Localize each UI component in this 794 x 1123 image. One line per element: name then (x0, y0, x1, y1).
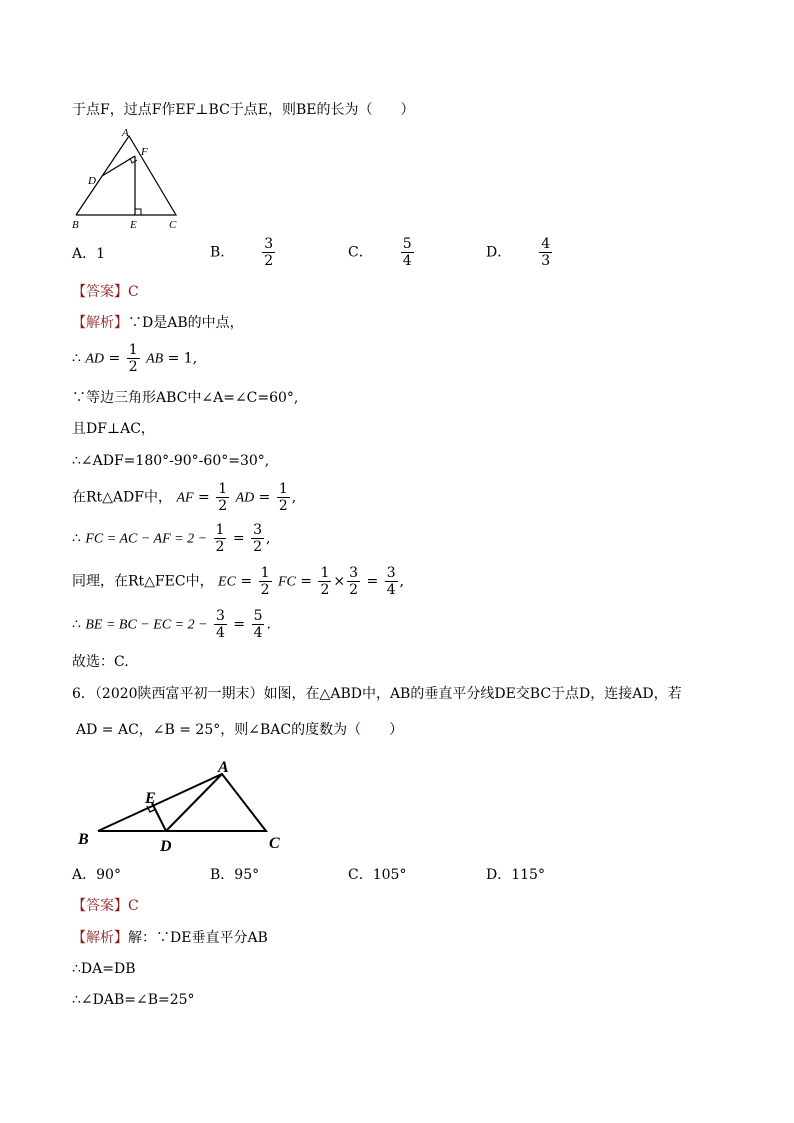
math-var: EC (218, 574, 236, 590)
q5-analysis-tag: 【解析】 (72, 315, 128, 331)
frac-num: 3 (253, 522, 262, 538)
q5-analysis-line-2: ∴ AD = $\frac{1}{2}$ AB = 1, (72, 342, 198, 375)
frac-num: 3 (386, 565, 396, 581)
q6-option-a-text: 90° (96, 867, 121, 883)
q5-stem: 于点F，过点F作EF⊥BC于点E，则BE的长为（ ） (72, 102, 415, 118)
q5-option-c-letter: C． (348, 244, 373, 261)
q6-label-a: A (218, 759, 229, 776)
q5-label-f: F (141, 146, 148, 158)
frac-num: 3 (216, 608, 225, 624)
q5-option-c[interactable] (348, 236, 416, 269)
q6-analysis-line-3: ∴∠DAB=∠B=25° (72, 992, 195, 1008)
frac-num: 5 (253, 608, 263, 624)
q5-option-c-den: 4 (402, 253, 412, 269)
q6-number: 6． (72, 686, 95, 702)
q5-option-b-num: 3 (264, 236, 274, 252)
frac-den: 4 (216, 625, 225, 641)
q6-option-b-letter: B． (210, 867, 235, 883)
q5-analysis-line-4: 且DF⊥AC， (72, 421, 155, 437)
frac-num: 1 (128, 342, 138, 358)
q6-option-b-text: 95° (234, 867, 260, 883)
q6-analysis-line-2: ∴DA=DB (72, 961, 136, 977)
q5-analysis-line-1 (72, 314, 244, 332)
q5-option-d-den: 3 (541, 253, 551, 269)
q6-label-b: B (78, 831, 89, 848)
q6-answer-tag: 【答案】 (72, 898, 128, 914)
q5-analysis-line-10: 故选：C. (72, 654, 129, 670)
frac-den: 2 (320, 582, 330, 598)
q6-option-c-letter: C． (348, 867, 373, 883)
q5-answer-line (72, 283, 139, 301)
frac-den: 2 (215, 539, 225, 555)
frac-den: 4 (253, 625, 263, 641)
q6-analysis-text-1: 解：∵DE垂直平分AB (128, 930, 268, 946)
frac-num: 1 (215, 522, 225, 538)
q5-option-a-letter: A． (72, 246, 97, 262)
therefore-symbol: ∴ (72, 616, 81, 633)
q5-option-a-text: 1 (96, 246, 106, 262)
q5-analysis-line-9: ∴ BE = BC − EC = 2 − $\frac{3}{4}$ = $\frac{5}{4}$ . (72, 608, 271, 641)
q5-analysis-line-5: ∴∠ADF=180°-90°-60°=30°, (72, 453, 270, 469)
q5-answer-tag: 【答案】 (72, 284, 128, 300)
q5-option-d[interactable] (486, 236, 554, 269)
frac-den: 2 (253, 539, 262, 555)
math-var: AD (85, 351, 105, 367)
q6-stem-line-2: AD = AC，∠B = 25°，则∠BAC的度数为（ ） (76, 722, 404, 738)
frac-num: 3 (349, 565, 359, 581)
q6-option-a[interactable] (72, 866, 121, 884)
math-var: AB (146, 351, 164, 367)
q5-figure (70, 128, 190, 232)
q6-figure (76, 756, 296, 856)
q6-option-a-letter: A． (72, 867, 97, 883)
q5-analysis-line-3: ∵等边三角形ABC中∠A=∠C=60°, (72, 390, 299, 406)
q5-option-d-num: 4 (541, 236, 551, 252)
q6-option-b[interactable] (210, 866, 259, 884)
q6-answer: C (128, 898, 139, 914)
math-var: AD (235, 490, 255, 506)
q5-option-b-den: 2 (264, 253, 274, 269)
frac-den: 2 (218, 498, 228, 514)
q6-option-c-text: 105° (372, 867, 407, 883)
math-text: 在Rt△ADF中， (72, 489, 172, 506)
q5-analysis-line-7: ∴ FC = AC − AF = 2 − $\frac{1}{2}$ = $\frac{3}{2}$ , (72, 522, 271, 555)
q6-option-d-text: 115° (511, 867, 545, 883)
q5-label-d: D (88, 175, 96, 187)
q5-option-a[interactable] (72, 245, 105, 263)
q5-label-b: B (72, 219, 79, 231)
math-var: AF (176, 490, 194, 506)
math-text: = 1 (167, 350, 193, 367)
q5-label-e: E (130, 219, 137, 231)
q5-option-b-letter: B． (210, 244, 235, 261)
frac-den: 2 (128, 359, 138, 375)
q6-stem-1: 如图，在△ABD中，AB的垂直平分线DE交BC于点D，连接AD，若 (263, 686, 682, 702)
q6-analysis-tag: 【解析】 (72, 930, 128, 946)
q5-answer: C (128, 284, 139, 300)
math-expr: FC = AC − AF = 2 − (85, 531, 208, 547)
therefore-symbol: ∴ (72, 530, 81, 547)
q5-label-c: C (169, 219, 177, 231)
frac-den: 2 (260, 582, 270, 598)
q6-label-d: D (160, 838, 172, 855)
frac-den: 2 (278, 498, 288, 514)
q5-option-d-letter: D． (486, 244, 512, 261)
q5-option-b[interactable] (210, 236, 277, 269)
math-var: FC (277, 574, 296, 590)
math-text: 同理，在Rt△FEC中， (72, 573, 214, 590)
math-expr: BE = BC − EC = 2 − (85, 617, 208, 633)
q6-label-e: E (145, 790, 156, 807)
q5-label-a: A (122, 127, 129, 139)
q6-option-d-letter: D． (486, 867, 512, 883)
frac-num: 1 (320, 565, 330, 581)
q5-option-c-num: 5 (402, 236, 412, 252)
q6-answer-line (72, 897, 139, 915)
frac-num: 1 (278, 481, 288, 497)
frac-num: 1 (260, 565, 270, 581)
frac-den: 2 (349, 582, 359, 598)
q6-stem-line-1 (72, 685, 682, 703)
q5-analysis-text-1: ∵D是AB的中点， (128, 315, 244, 331)
q5-analysis-line-6: 在Rt△ADF中， AF = $\frac{1}{2}$ AD = $\frac{1}{2}$ , (72, 481, 297, 514)
q6-option-d[interactable] (486, 866, 545, 884)
q5-analysis-line-8: 同理，在Rt△FEC中， EC = $\frac{1}{2}$ FC = $\frac{1}{2}$ × $\frac{3}{2}$ = $\frac{3}{4}$ , (72, 565, 405, 598)
therefore-symbol: ∴ (72, 350, 81, 367)
q6-option-c[interactable] (348, 866, 406, 884)
q6-source: （2020陕西富平初一期末） (94, 686, 264, 702)
q6-label-c: C (269, 835, 280, 852)
frac-num: 1 (218, 481, 228, 497)
frac-den: 4 (386, 582, 396, 598)
q6-analysis-line-1 (72, 929, 268, 947)
